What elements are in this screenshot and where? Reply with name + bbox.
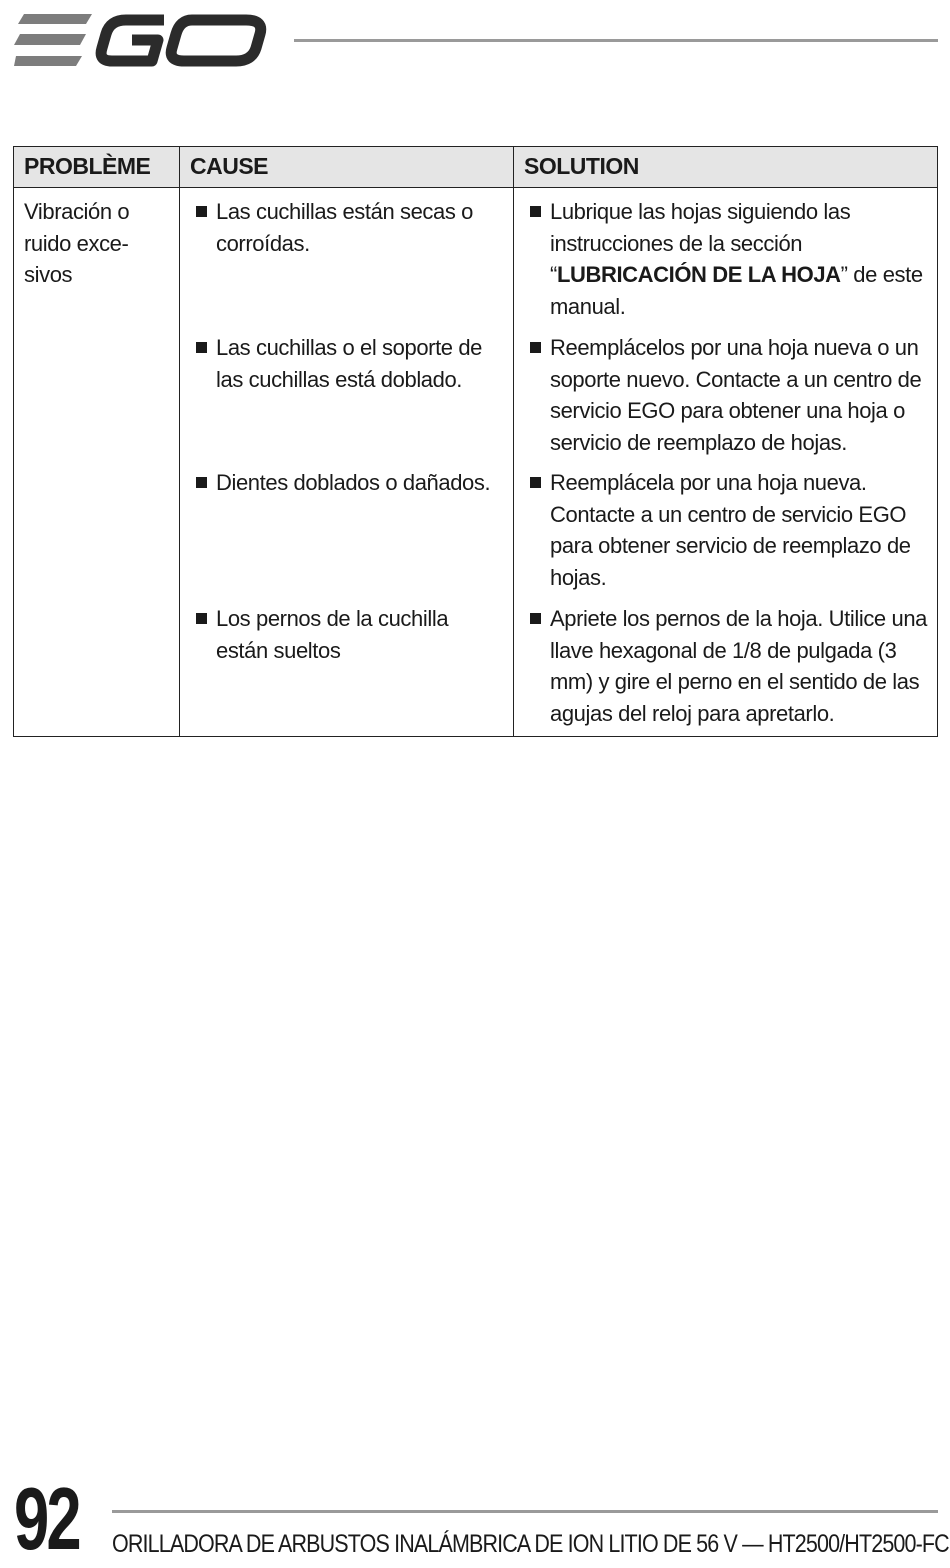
header-rule xyxy=(294,39,938,42)
problem-cell xyxy=(14,188,180,737)
cause-cell xyxy=(180,188,514,737)
troubleshooting-table xyxy=(13,146,938,737)
page-number: 92 xyxy=(14,1469,79,1568)
solution-item: Apriete los pernos de la hoja. Utilice una llave hexagonal de 1/8 de pulgada (3 mm) y gire el perno en el sentido de las agujas del reloj para apretarlo. xyxy=(524,603,927,728)
solution-text: Lubrique las hojas siguiendo las instrucciones de la sección “ xyxy=(550,199,851,287)
table-header-row xyxy=(14,147,938,188)
footer-title: ORILLADORA DE ARBUSTOS INALÁMBRICA DE ION LITIO DE 56 V — HT2500/HT2500-FC xyxy=(112,1530,949,1558)
solution-cell xyxy=(514,188,938,737)
solution-item: Reemplácela por una hoja nueva. Contacte a un centro de servicio EGO para obtener servicio de reemplazo de hojas. xyxy=(524,467,927,593)
cause-item: Las cuchillas o el soporte de las cuchillas está doblado. xyxy=(190,332,503,457)
cause-item: Las cuchillas están secas o corroídas. xyxy=(190,196,503,322)
table-row xyxy=(14,188,938,737)
solution-item xyxy=(524,196,927,322)
section-reference: LUBRICACIÓN DE LA HOJA xyxy=(556,262,841,287)
header-problem: PROBLÈME xyxy=(14,147,180,188)
header-solution: SOLUTION xyxy=(514,147,938,188)
solution-item: Reemplácelos por una hoja nueva o un soporte nuevo. Contacte a un centro de servicio EGO para obtener una hoja o servicio de reemplazo de hojas. xyxy=(524,332,927,457)
ego-logo xyxy=(14,12,270,68)
footer-rule xyxy=(112,1510,938,1513)
solution-text: ” de este manual. xyxy=(550,262,923,319)
cause-item: Dientes doblados o dañados. xyxy=(190,467,503,593)
problem-text: Vibración o ruido exce-sivos xyxy=(24,199,130,287)
header-cause: CAUSE xyxy=(180,147,514,188)
cause-item: Los pernos de la cuchilla están sueltos xyxy=(190,603,503,728)
